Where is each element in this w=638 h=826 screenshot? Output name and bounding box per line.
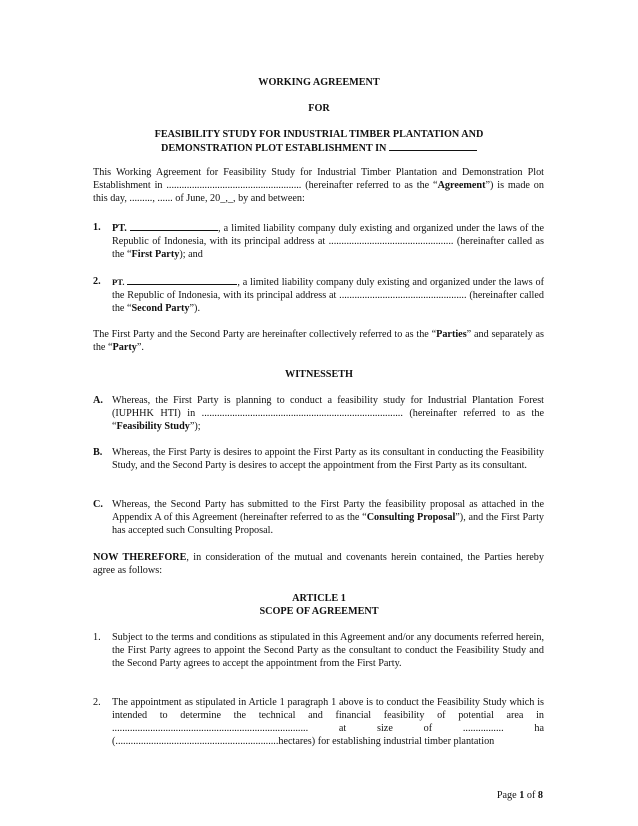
party1-number: 1. bbox=[93, 222, 101, 233]
footer-page-number: 1 bbox=[519, 790, 525, 801]
recital-b-label: B. bbox=[93, 447, 103, 458]
article-heading: ARTICLE 1 bbox=[292, 593, 346, 604]
party1-name-blank bbox=[130, 221, 218, 231]
footer-of-label: of bbox=[524, 790, 538, 801]
parties-term: Parties bbox=[436, 329, 467, 340]
party2-pt: PT. bbox=[112, 277, 125, 287]
article-item2-number: 2. bbox=[93, 697, 101, 708]
recital-b-paragraph: Whereas, the First Party is desires to appoint the First Party as its consultant in conducting the Feasibility Study, and the Second Party is desires to accept the appointment from the First Party as its consultant. bbox=[112, 447, 544, 472]
subtitle-line2-text: DEMONSTRATION PLOT ESTABLISHMENT IN bbox=[161, 143, 387, 154]
parties-text-3: ”. bbox=[136, 342, 144, 354]
now-therefore-text: , in consideration of the mutual and covenants herein contained, the Parties hereby agree as follows: bbox=[93, 552, 544, 577]
parties-paragraph bbox=[93, 328, 544, 354]
party1-end: ); and bbox=[179, 249, 203, 261]
party2-name-blank bbox=[127, 275, 237, 285]
party2-number: 2. bbox=[93, 276, 101, 287]
party1-paragraph bbox=[112, 221, 544, 261]
party-term: Party bbox=[112, 342, 137, 354]
party2-paragraph bbox=[112, 275, 544, 315]
recital-a-paragraph bbox=[112, 394, 544, 433]
recital-c-paragraph bbox=[112, 498, 544, 537]
witnesseth-heading: WITNESSETH bbox=[285, 369, 353, 380]
recital-c-text: Whereas, the Second Party has submitted to the First Party the feasibility proposal as attached in the Appendix A of this Agreement (hereinafter referred to as the “ bbox=[112, 499, 544, 524]
document-title: WORKING AGREEMENT bbox=[258, 77, 380, 88]
parties-text-1: The First Party and the Second Party are hereinafter collectively referred to as the “ bbox=[93, 329, 437, 340]
party2-term: Second Party bbox=[131, 303, 190, 315]
article-item1-number: 1. bbox=[93, 632, 101, 643]
intro-paragraph bbox=[93, 166, 544, 205]
document-for: FOR bbox=[308, 103, 330, 114]
recital-c-term: Consulting Proposal bbox=[366, 512, 456, 524]
recital-a-text: Whereas, the First Party is planning to conduct a feasibility study for Industrial Plantation Forest (IUPHHK HTI) in ............................................................................... (hereinafter referred to as the “ bbox=[112, 395, 544, 433]
party1-text: , a limited liability company duly existing and organized under the laws of the Republic of Indonesia, with its principal address at ................................................. (hereinafter called as the “ bbox=[112, 223, 544, 261]
intro-text-2: ”) is made on this day, ........., ...... of June, 20_,_, by and between: bbox=[93, 180, 544, 205]
party2-end: ”). bbox=[189, 303, 200, 315]
parties-text-2: ” and separately as the “ bbox=[93, 329, 544, 354]
intro-agreement-term: Agreement bbox=[437, 180, 486, 192]
footer-page-label: Page bbox=[496, 790, 520, 801]
recital-c-label: C. bbox=[93, 499, 103, 510]
footer-total-pages: 8 bbox=[537, 790, 543, 801]
recital-c-end: ”), and the First Party has accepted such Consulting Proposal. bbox=[112, 512, 544, 537]
recital-a-label: A. bbox=[93, 395, 103, 406]
article-item1-paragraph: Subject to the terms and conditions as stipulated in this Agreement and/or any documents referred herein, the First Party agrees to appoint the Second Party as the consultant to conduct the Feasibility Study and the Second Party agrees to accept the appointment from the First Party. bbox=[112, 632, 544, 670]
document-subtitle-line2 bbox=[0, 141, 638, 155]
now-therefore-term: NOW THEREFORE bbox=[93, 552, 187, 563]
party1-term: First Party bbox=[131, 249, 180, 261]
recital-a-term: Feasibility Study bbox=[116, 421, 190, 433]
now-therefore-paragraph bbox=[93, 551, 544, 577]
document-subtitle-line1: FEASIBILITY STUDY FOR INDUSTRIAL TIMBER PLANTATION AND bbox=[154, 129, 484, 140]
page-footer bbox=[497, 789, 543, 802]
party2-text: , a limited liability company duly existing and organized under the laws of the Republic of Indonesia, with its principal address at .................................................. (hereinafter called the “ bbox=[112, 277, 545, 315]
intro-text-1: This Working Agreement for Feasibility Study for Industrial Timber Plantation and Demonstration Plot Establishment in ..................................................... (hereinafter referred to as the “ bbox=[93, 167, 544, 192]
location-blank bbox=[389, 141, 477, 151]
recital-a-end: ”); bbox=[189, 421, 201, 433]
party1-pt: PT. bbox=[112, 223, 127, 234]
article-title: SCOPE OF AGREEMENT bbox=[259, 606, 379, 617]
article-item2-paragraph: The appointment as stipulated in Article 1 paragraph 1 above is to conduct the Feasibility Study which is intended to determine the technical and financial feasibility of potential area in ............................................................................. at size of ................ ha (................................................................hectares) for establishing industrial timber plantation bbox=[112, 697, 544, 748]
